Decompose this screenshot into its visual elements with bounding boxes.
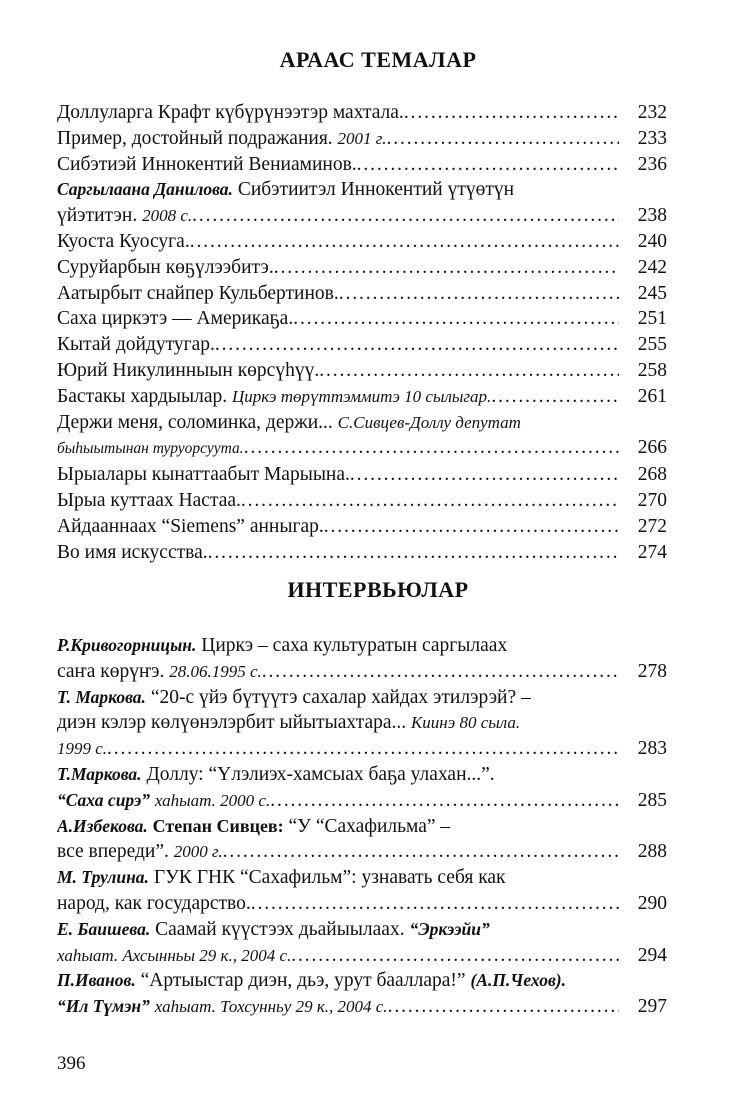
page-number: 232	[637, 102, 667, 123]
toc-entry: Держи меня, соломинка, держи... С.Сивцев-Доллу депутат быһыытынан туруорсуута. . . . 266	[57, 410, 667, 463]
section-title-araas: АРААС ТЕМАЛАР	[279, 47, 477, 72]
toc-entry: Доллуларга Крафт күбүрүнээтэр махтала. . . . 232	[57, 100, 667, 126]
page-number: 274	[637, 541, 667, 563]
toc-entry: М. Трулина. ГУК ГНК “Сахафильм”: узнавать себя как народ, как государство. . . . 290	[57, 865, 667, 917]
page-number: 238	[637, 205, 667, 227]
page-number: 283	[637, 738, 667, 760]
toc-entry: Бастакы хардыылар. Циркэ төрүттэммитэ 10 сылыгар. . . . 261	[57, 384, 667, 410]
toc-entry: Пример, достойный подражания. 2001 г. . . . 233	[57, 126, 667, 152]
page-folio-number: 396	[57, 1053, 86, 1074]
toc-entry: Ырыалары кынаттаабыт Марыына. . . . 268	[57, 462, 667, 488]
toc-entry: А.Избекова. Степан Сивцев: “У “Сахафильма” – все впереди”. 2000 г. . . . 288	[57, 814, 667, 866]
toc-entry: Сибэтиэй Иннокентий Вениаминов. . . . 236	[57, 152, 667, 178]
page-number: 288	[637, 841, 667, 863]
entry-author: А.Избекова.	[57, 815, 148, 836]
toc-entry: Е. Баишева. Саамай күүстээх дьайыылаах. “Эркээйи” хаһыат. Ахсынньы 29 к., 2004 с. . . . 294	[57, 917, 667, 969]
page-number: 294	[637, 944, 667, 966]
page-number: 233	[637, 127, 667, 149]
entry-author: П.Иванов.	[57, 970, 136, 991]
page-number: 278	[637, 660, 667, 682]
toc-entry: Саргылаана Данилова. Сибэтиитэл Иннокентий үтүөтүн үйэтитэн. 2008 с. . . . 238	[57, 177, 667, 229]
toc-entry: Ырыа куттаах Настаа. . . . 270	[57, 488, 667, 514]
toc-entry: Т. Маркова. “20-с үйэ бүтүүтэ сахалар хайдах этилэрэй? – диэн кэлэр көлүөнэлэрбит ыйытыахтара... Киинэ 80 сыла. 1999 с. . . . 283	[57, 685, 667, 762]
page-number: 245	[637, 282, 667, 304]
page-number: 268	[637, 464, 667, 486]
toc-entry: Р.Кривогорницын. Циркэ – саха культуратын саргылаах саҥа көрүҥэ. 28.06.1995 с. . . . 278	[57, 633, 667, 685]
page-number: 270	[637, 489, 667, 511]
entry-author: Саргылаана Данилова.	[57, 179, 233, 200]
page-number: 272	[637, 515, 667, 537]
toc-entry: П.Иванов. “Артыыстар диэн, дьэ, урут бааллара!” (А.П.Чехов). “Ил Түмэн” хаһыат. Тохсунньу 29 к., 2004 с. . . . 297	[57, 968, 667, 1020]
toc-list-araas	[57, 100, 667, 565]
toc-entry: Юрий Никулинныын көрсүһүү. . . . 258	[57, 358, 667, 384]
entry-author: Е. Баишева.	[57, 918, 151, 939]
toc-entry: Во имя искусства. . . . 274	[57, 540, 667, 566]
toc-entry: Т.Маркова. Доллу: “Үлэлиэх-хамсыах баҕа улахан...”. “Саха сирэ” хаһыат. 2000 с. . . . 285	[57, 762, 667, 814]
toc-entry: Куоста Куосуга. . . . 240	[57, 229, 667, 255]
entry-author: Т. Маркова.	[57, 686, 146, 707]
page-number: 251	[637, 308, 667, 330]
page-number: 240	[637, 230, 667, 252]
toc-list-interview	[57, 633, 667, 1020]
entry-author: Т.Маркова.	[57, 763, 142, 784]
page-number: 258	[637, 359, 667, 381]
page-number: 242	[637, 256, 667, 278]
page-number: 290	[637, 892, 667, 914]
page-number: 255	[637, 334, 667, 356]
toc-entry: Саха циркэтэ — Америкаҕа. . . . 251	[57, 306, 667, 332]
page-number: 297	[637, 996, 667, 1018]
page-number: 285	[637, 789, 667, 811]
page-number: 266	[637, 437, 667, 459]
entry-author: М. Трулина.	[57, 867, 149, 888]
toc-entry: Айдааннаах “Siemens” анныгар. . . . 272	[57, 514, 667, 540]
toc-entry: Суруйарбын көҕүлээбитэ. . . . 242	[57, 255, 667, 281]
page-number: 236	[637, 153, 667, 175]
toc-entry: Кытай дойдутугар. . . . 255	[57, 332, 667, 358]
page-number: 261	[637, 385, 667, 407]
section-title-interview: ИНТЕРВЬЮЛАР	[287, 577, 469, 602]
entry-author: Р.Кривогорницын.	[57, 635, 197, 655]
toc-entry: Аатырбыт снайпер Кульбертинов. . . . 245	[57, 281, 667, 307]
